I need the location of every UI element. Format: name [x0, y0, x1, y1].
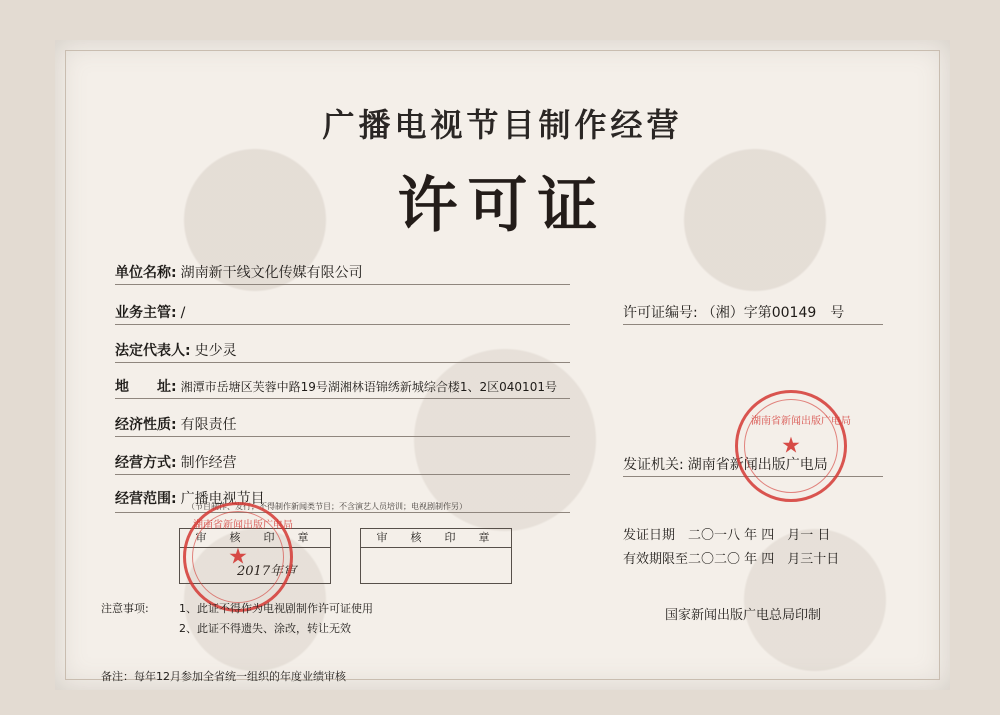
divider [115, 512, 570, 513]
mode-row [115, 452, 237, 472]
scope-label: 经营范围: [115, 491, 177, 507]
supervisor-value: / [180, 305, 186, 321]
divider [115, 324, 570, 325]
certificate-title-line1: 广播电视节目制作经营 [322, 106, 683, 144]
address-label: 地 址: [115, 379, 177, 395]
notes-label: 注意事项: [101, 602, 149, 615]
scope-note: （节目制作、发行；不得制作新闻类节目；不含演艺人员培训；电视剧制作另） [187, 502, 467, 511]
unit-label: 单位名称: [115, 265, 177, 281]
review-seal-text: 湖南省新闻出版广电局 [193, 520, 293, 531]
license-number-value: （湘）字第00149 号 [701, 305, 845, 321]
econ-row [115, 414, 237, 434]
review-box-head: 审 核 印 章 [180, 529, 330, 548]
legal-rep-label: 法定代表人: [115, 343, 191, 359]
issue-date: 发证日期 二〇一八 年 四 月一 日 [623, 528, 831, 543]
remark: 备注：每年12月参加全省统一组织的年度业绩审核 [101, 670, 346, 683]
divider [115, 436, 570, 437]
review-signature: 2017年审 [237, 564, 297, 579]
issuer-seal-text: 湖南省新闻出版广电局 [751, 416, 851, 427]
mode-value: 制作经营 [180, 455, 237, 471]
address-value: 湘潭市岳塘区芙蓉中路19号湖湘林语锦绣新城综合楼1、2区040101号 [180, 380, 557, 394]
divider [115, 284, 570, 285]
issuer-seal [735, 390, 847, 502]
divider [115, 398, 570, 399]
unit-row [115, 262, 363, 282]
seal-star-icon: ★ [781, 433, 801, 459]
license-number-label: 许可证编号: [623, 305, 698, 321]
note-item-2: 2、此证不得遗失、涂改，转让无效 [179, 622, 351, 635]
divider [115, 474, 570, 475]
mode-label: 经营方式: [115, 455, 177, 471]
printer-credit: 国家新闻出版广电总局印制 [665, 608, 822, 623]
issuer-value: 湖南省新闻出版广电局 [687, 457, 828, 473]
issuer-label: 发证机关: [623, 457, 684, 473]
legal-rep-value: 史少灵 [194, 343, 237, 359]
valid-date: 有效期限至二〇二〇 年 四 月三十日 [623, 552, 840, 567]
unit-value: 湖南新干线文化传媒有限公司 [180, 265, 363, 281]
econ-value: 有限责任 [180, 417, 237, 433]
license-row [623, 302, 844, 322]
supervisor-label: 业务主管: [115, 305, 177, 321]
econ-label: 经济性质: [115, 417, 177, 433]
certificate-title-line2: 许可证 [397, 171, 608, 241]
address-row [115, 376, 557, 396]
divider [115, 362, 570, 363]
note-item-1: 1、此证不得作为电视剧制作许可证使用 [179, 602, 373, 615]
seal-star-icon: ★ [228, 544, 248, 570]
scope-value: 广播电视节目 [180, 491, 265, 507]
certificate-sheet [55, 40, 950, 690]
review-box-head: 审 核 印 章 [361, 529, 511, 548]
review-stamp-box-2 [360, 528, 512, 584]
legal-rep-row [115, 340, 237, 360]
supervisor-row [115, 302, 185, 322]
divider [623, 324, 883, 325]
